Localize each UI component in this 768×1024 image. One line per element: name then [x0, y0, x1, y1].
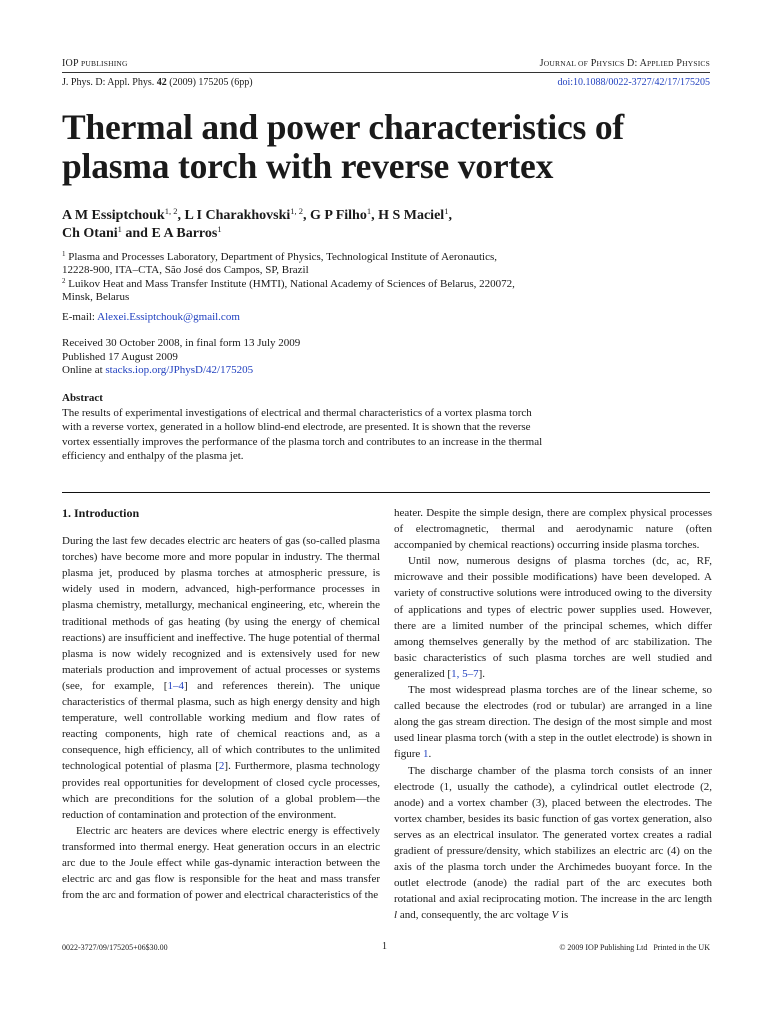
- journal-w3-rest: PPLIED: [647, 59, 674, 68]
- copyright-line: [559, 943, 710, 952]
- section-heading: 1. Introduction: [62, 506, 140, 520]
- author-conjunction: and: [125, 225, 148, 241]
- affiliation-marker: 1: [117, 223, 122, 234]
- text-run: .: [428, 748, 432, 761]
- affiliation-line: Luikov Heat and Mass Transfer Institute (HMTI), National Academy of Sciences of Belarus, 220072,: [68, 277, 515, 290]
- text-run: ]. Furthermore, plasma technology provides real opportunities for development of closed cycle processes, which are preconditions for the solution of a global problem—the reduction of contamination and protection of the environment.: [62, 760, 380, 821]
- author-name: H S Maciel: [378, 208, 445, 223]
- header-rule: [62, 72, 710, 73]
- online-link[interactable]: stacks.iop.org/JPhysD/42/175205: [105, 364, 254, 376]
- online-label: Online at: [62, 364, 103, 376]
- text-run: The discharge chamber of the plasma torch consists of an inner electrode (1, usually the cathode), a cylindrical outlet electrode (2, anode) and a vortex chamber (3), placed between the electrodes. The vortex chamber, besides its basic function of gas vortex generation, also serves as an electrical insulator. The generated vortex creates a radial gradient of pressure/density, which stabilizes an electric arc (4) on the axis of the plasma torch under the Archimedes buoyant force. In the outlet electrode (anode) the radial part of the arc executes both rotational and axial reciprocating motion. The increase in the arc length: [394, 764, 712, 906]
- email-line: [62, 311, 240, 323]
- author-name: Ch Otani: [62, 225, 118, 241]
- paragraph: [394, 763, 712, 924]
- text-run: During the last few decades electric arc heaters of gas (so-called plasma torches) have become more and more popular in industry. The thermal plasma jet, produced by plasma torches at atmospheric pressure, is widely used in modern, advanced, high-performance processes in plasma chemistry, metallurgy, mechanical engineering, etc, wherein the traditional methods of gas heating (by using the energy of chemical reactions) are insufficient and ineffective. The huge potential of thermal plasma is now widely recognized and is extensively used for new materials production and improvement of actual processes or systems (see, for example, [: [62, 535, 380, 692]
- figure-link[interactable]: 1: [423, 748, 429, 761]
- paragraph: Electric arc heaters are devices where electric energy is effectively transformed into thermal energy. Heat generation occurs in an electric arc due to the Joule effect while gas-dynamic interaction between the electric arc and gas flow is responsible for the heat and mass transfer from the arc and formation of power and electrical characteristics of the: [62, 824, 380, 902]
- affiliation-1: [62, 251, 712, 278]
- affiliations: [62, 251, 712, 305]
- text-run: is: [558, 909, 569, 922]
- title-line-1: Thermal and power characteristics of: [62, 107, 625, 147]
- journal-w3: D: A: [627, 58, 648, 69]
- text-run: ] and references therein). The unique characteristics of thermal plasma, such as high energy density and high temperature, well controllable working medium and flow rates of reacting components, high rate of chemical reactions and, as a consequence, high efficiency, all of which contributes to the unlimited technological potential of plasma [: [62, 679, 380, 773]
- author-name: L I Charakhovski: [184, 208, 291, 223]
- affiliation-marker: 1, 2: [290, 206, 304, 216]
- publisher-rest: PUBLISHING: [81, 59, 128, 68]
- section-rule: [62, 492, 710, 493]
- left-column: [62, 505, 380, 903]
- affiliation-number: 1: [62, 250, 66, 258]
- math-variable: l: [394, 909, 398, 922]
- math-variable: V: [551, 909, 559, 922]
- affiliation-2: [62, 278, 712, 305]
- doi-link[interactable]: doi:10.1088/0022-3727/42/17/175205: [557, 77, 710, 88]
- abstract-text: The results of experimental investigations of electrical and thermal characteristics of a vortex plasma torch with a reverse vortex, generated in a hollow blind-end electrode, are presented. It is shown that the reverse vortex essentially improves the performance of the plasma torch and contributes to an increase in the thermal efficiency and enthalpy of the plasma jet.: [62, 407, 543, 463]
- affiliation-line: Plasma and Processes Laboratory, Department of Physics, Technological Institute of Aeronautics,: [68, 251, 497, 263]
- publisher-name: [62, 58, 128, 69]
- journal-w2: P: [590, 58, 597, 69]
- journal-w4: P: [676, 58, 683, 69]
- citation: [62, 77, 253, 88]
- text-run: The most widespread plasma torches are of the linear scheme, so called because the electrodes (rod or tubular) are arranged in a line along the gas stream direction. The design of the most simple and most used linear plasma torch (with a step in the outlet electrode) is shown in figure: [394, 684, 712, 761]
- abstract-heading: Abstract: [62, 392, 103, 404]
- publisher-first: IOP: [62, 58, 79, 69]
- paragraph: [394, 553, 712, 682]
- text-run: and, consequently, the arc voltage: [397, 909, 552, 922]
- author-list: A M Essiptchouk$^{1, 2}$, L I Charakhovski$^{1, 2}$, G P Filho$^1$, H S Maciel$^1$, Ch Otani$^1$ and E A Barros$^1$: [62, 206, 452, 241]
- online-line: [62, 364, 300, 378]
- affiliation-marker: 1: [366, 206, 372, 216]
- printed-in: Printed in the UK: [653, 943, 710, 952]
- email-link[interactable]: Alexei.Essiptchouk@gmail.com: [97, 311, 240, 323]
- publication-dates: [62, 337, 300, 378]
- published-date: Published 17 August 2009: [62, 350, 178, 363]
- title-line-2: plasma torch with reverse vortex: [62, 146, 554, 186]
- author-name: G P Filho: [310, 208, 367, 223]
- right-column: [394, 505, 712, 923]
- paper-title: [62, 108, 722, 186]
- copyright: © 2009 IOP Publishing Ltd: [559, 943, 648, 952]
- paragraph: heater. Despite the simple design, there are complex physical processes of electromagnetic, thermal and aerodynamic nature (often accompanied by chemical reactions) occurring inside plasma torches.: [394, 507, 712, 552]
- text-run: ].: [478, 667, 486, 680]
- received-date: Received 30 October 2008, in final form 13 July 2009: [62, 337, 301, 349]
- text-run: Until now, numerous designs of plasma torches (dc, ac, RF, microwave and their possible modifications) have been developed. A variety of constructive solutions were introduced owing to the diversity of applications and types of electric power supplies used. However, there are a limited number of the principal schemes, which differ among themselves generally by the method of arc stabilization. The basic characteristics of such plasma torches are well studied and generalized [: [394, 555, 712, 680]
- email-label: E-mail:: [62, 311, 95, 323]
- journal-name: [540, 58, 710, 69]
- affiliation-line: 12228-900, ITA–CTA, São José dos Campos, SP, Brazil: [62, 264, 309, 277]
- reference-link[interactable]: 1–4: [167, 679, 184, 692]
- page-number: 1: [382, 941, 387, 952]
- journal-w1: J: [539, 58, 544, 69]
- journal-w2-rest: HYSICS: [596, 59, 625, 68]
- article-code: 0022-3727/09/175205+06$30.00: [62, 943, 168, 952]
- journal-w1-rest: OURNAL OF: [543, 59, 588, 68]
- affiliation-number: 2: [62, 276, 66, 285]
- affiliation-marker: 1, 2: [164, 206, 178, 216]
- reference-link[interactable]: 2: [218, 760, 225, 773]
- reference-link[interactable]: 1, 5–7: [451, 667, 479, 680]
- paragraph: [394, 682, 712, 762]
- citation-volume: 42: [156, 77, 167, 88]
- citation-prefix: J. Phys. D: Appl. Phys.: [62, 77, 155, 88]
- affiliation-marker: 1: [444, 206, 449, 216]
- citation-suffix: (2009) 175205 (6pp): [169, 77, 253, 88]
- author-name: A M Essiptchouk: [62, 208, 165, 223]
- affiliation-marker: 1: [217, 223, 222, 234]
- author-name: E A Barros: [151, 225, 218, 241]
- paragraph: [62, 533, 380, 823]
- affiliation-line: Minsk, Belarus: [62, 291, 130, 304]
- journal-w4-rest: HYSICS: [682, 59, 710, 68]
